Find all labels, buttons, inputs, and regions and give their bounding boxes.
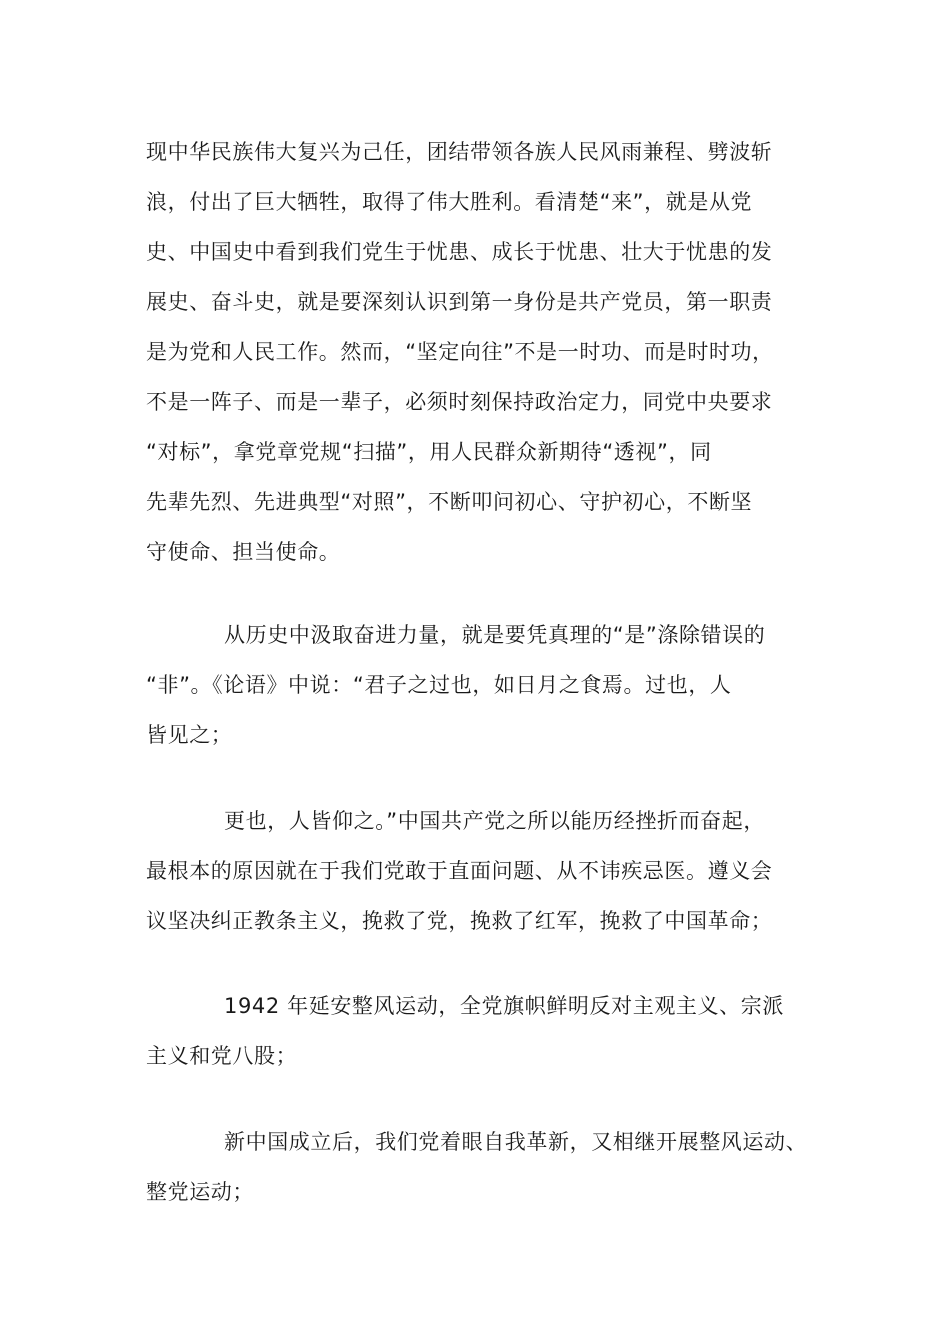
text-line: 整党运动；	[146, 1180, 254, 1204]
text-line-indented: 从历史中汲取奋进力量，就是要凭真理的“是”涤除错误的	[224, 623, 766, 647]
text-line: 议坚决纠正教条主义，挽救了党，挽救了红军，挽救了中国革命；	[146, 909, 773, 933]
text-line-indented: 更也，人皆仰之。”中国共产党之所以能历经挫折而奋起，	[224, 809, 765, 833]
paragraph-5	[146, 1117, 826, 1217]
paragraph-2	[146, 610, 826, 760]
text-line: 最根本的原因就在于我们党敢于直面问题、从不讳疾忌医。遵义会	[146, 859, 773, 883]
text-line: “对标”，拿党章党规“扫描”，用人民群众新期待“透视”，同	[146, 440, 712, 464]
text-line: 皆见之；	[146, 723, 233, 747]
text-line: 浪，付出了巨大牺牲，取得了伟大胜利。看清楚“来”，就是从党	[146, 190, 753, 214]
text-line: 先辈先烈、先进典型“对照”，不断叩问初心、守护初心，不断坚	[146, 490, 753, 514]
text-line: 不是一阵子、而是一辈子，必须时刻保持政治定力，同党中央要求	[146, 390, 773, 414]
paragraph-1	[146, 127, 826, 577]
text-line-indented: 1942 年延安整风运动，全党旗帜鲜明反对主观主义、宗派	[224, 994, 784, 1018]
paragraph-4	[146, 981, 826, 1081]
text-line: 史、中国史中看到我们党生于忧患、成长于忧患、壮大于忧患的发	[146, 240, 773, 264]
text-line: “非”。《论语》中说：“君子之过也，如日月之食焉。过也，人	[146, 673, 732, 697]
text-line: 展史、奋斗史，就是要深刻认识到第一身份是共产党员，第一职责	[146, 290, 773, 314]
paragraph-3	[146, 796, 826, 946]
text-line: 现中华民族伟大复兴为己任，团结带领各族人民风雨兼程、劈波斩	[146, 140, 773, 164]
text-line: 守使命、担当使命。	[146, 540, 341, 564]
text-line-indented: 新中国成立后，我们党着眼自我革新，又相继开展整风运动、	[224, 1130, 808, 1154]
text-line: 主义和党八股；	[146, 1044, 298, 1068]
text-line: 是为党和人民工作。然而，“坚定向往”不是一时功、而是时时功，	[146, 340, 774, 364]
